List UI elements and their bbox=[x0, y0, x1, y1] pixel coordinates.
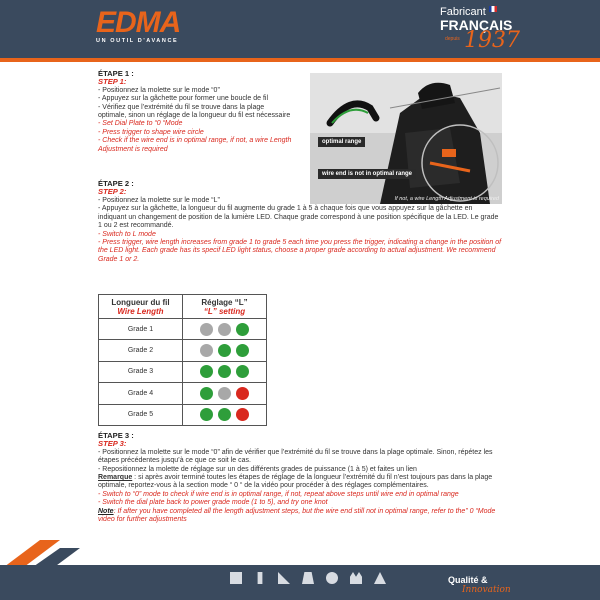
step-2-title: ÉTAPE 2 : bbox=[98, 179, 134, 189]
logo-tagline: UN OUTIL D'AVANCE bbox=[96, 38, 179, 44]
remarque-text: : si après avoir terminé toutes les étapes de réglage de la longueur l’extrémité du fil n’est toujours pas dans la plage optimale, reportez-vous à la section mode “ 0 “ de la vidéo pour procéder à des réglages complémentaires. bbox=[98, 474, 493, 490]
grade-table bbox=[98, 294, 267, 426]
instructions-content bbox=[98, 70, 502, 264]
building-icon bbox=[350, 572, 362, 584]
page-header bbox=[0, 0, 600, 62]
led-grey-icon bbox=[218, 387, 231, 400]
tool-box-icon bbox=[230, 572, 242, 584]
led-grey-icon bbox=[200, 323, 213, 336]
led-green-icon bbox=[236, 365, 249, 378]
led-status bbox=[183, 383, 267, 404]
step-3-en-2: - Switch the dial plate back to power grade mode (1 to 5), and try one knot bbox=[98, 499, 328, 507]
step-1-en-1: - Set Dial Plate to “0 “Mode bbox=[98, 120, 183, 128]
table-header-wire-length bbox=[99, 295, 183, 319]
step-2-en-2: - Press trigger, wire length increases from grade 1 to grade 5 each time you press the trigger, indicating a change in the position of the LED light. Each grade has its specif LED light status, choose a proper grade according to actual adjustment. We recommend Grade 1 or 2. bbox=[98, 238, 502, 263]
grade-label: Grade 4 bbox=[99, 383, 183, 404]
footer-icon-4 bbox=[298, 572, 318, 592]
step-3-remarque bbox=[98, 474, 502, 491]
step-1-title: ÉTAPE 1 : bbox=[98, 69, 134, 78]
footer-icon-6 bbox=[346, 572, 366, 592]
step-2-section bbox=[98, 180, 502, 264]
step-2-fr-1: - Positionnez la molette sur le mode “L” bbox=[98, 196, 220, 204]
francais-label: FRANÇAIS bbox=[440, 17, 513, 33]
step-1-en-3: - Check if the wire end is in optimal range, if not, a wire Length Adjustment is required bbox=[98, 137, 292, 153]
step-1-fr-1: - Positionnez la molette sur le mode “0” bbox=[98, 86, 220, 94]
led-status bbox=[183, 319, 267, 340]
wire-length-en: Wire Length bbox=[117, 306, 164, 316]
step-3-section bbox=[98, 432, 502, 524]
grade-label: Grade 1 bbox=[99, 319, 183, 340]
step-1-fr-2: - Appuyez sur la gâchette pour former une boucle de fil bbox=[98, 95, 269, 103]
step-1-en-2: - Press trigger to shape wire circle bbox=[98, 128, 204, 136]
logo-wordmark: EDMA bbox=[96, 6, 181, 39]
step-1-section bbox=[98, 70, 294, 154]
step-1-subtitle: STEP 1: bbox=[98, 77, 127, 87]
grade-label: Grade 3 bbox=[99, 361, 183, 382]
french-flag-icon bbox=[489, 6, 497, 12]
led-green-icon bbox=[218, 365, 231, 378]
optimal-range-tag: optimal range bbox=[318, 137, 365, 147]
step-3-note bbox=[98, 508, 502, 525]
led-status bbox=[183, 404, 267, 425]
led-status bbox=[183, 361, 267, 382]
led-red-icon bbox=[236, 387, 249, 400]
led-green-icon bbox=[200, 408, 213, 421]
table-row bbox=[99, 383, 267, 404]
remarque-label: Remarque bbox=[98, 474, 133, 482]
pliers-icon bbox=[254, 572, 266, 584]
grade-label: Grade 5 bbox=[99, 404, 183, 425]
footer-icon-7 bbox=[370, 572, 390, 592]
step-2-en-1: - Switch to L mode bbox=[98, 230, 156, 238]
table-row bbox=[99, 361, 267, 382]
step-3-subtitle: STEP 3: bbox=[98, 439, 127, 449]
step-3-fr-2: - Repositionnez la molette de réglage sur un des différents grades de puissance (1 à 5) et faites un lien bbox=[98, 465, 417, 473]
not-optimal-tag: wire end is not in optimal range bbox=[318, 169, 416, 179]
step-1-fr-3: - Vérifiez que l’extrémité du fil se trouve dans la plage optimale, sinon un réglage de la longueur du fil est nécessaire bbox=[98, 103, 291, 120]
depuis-label: depuis bbox=[445, 36, 460, 42]
innovation-label: Innovation bbox=[462, 585, 511, 595]
table-row bbox=[99, 404, 267, 425]
step-3-en-1: - Switch to “0” mode to check if wire end is in optimal range, if not, repeat above steps until wire end in optimal range bbox=[98, 490, 459, 498]
step-2-fr-2: - Appuyez sur la gâchette, la longueur du fil augmente du grade 1 à 5 à chaque fois que vous appuyez sur la gâchette en indiquant un changement de position de la lumière LED. Chaque grade correspond à une position spécifique de la LED. Le grade 1 ou 2 est recommandé. bbox=[98, 205, 499, 230]
footer-icon-2 bbox=[250, 572, 270, 592]
footer-tool-icons bbox=[226, 572, 390, 592]
l-setting-en: “L” setting bbox=[203, 306, 246, 316]
step-2-subtitle: STEP 2: bbox=[98, 187, 127, 197]
led-green-icon bbox=[218, 344, 231, 357]
photo-caption: If not, a wire Length Adjustment is required bbox=[394, 196, 499, 202]
wire-length-fr: Longueur du fil bbox=[111, 297, 170, 307]
led-green-icon bbox=[200, 387, 213, 400]
led-grey-icon bbox=[200, 344, 213, 357]
grade-label: Grade 2 bbox=[99, 340, 183, 361]
header-stripe bbox=[0, 58, 600, 62]
led-status bbox=[183, 340, 267, 361]
cutter-icon bbox=[302, 572, 314, 584]
footer-icon-1 bbox=[226, 572, 246, 592]
trowel-icon bbox=[374, 572, 386, 584]
led-green-icon bbox=[218, 408, 231, 421]
led-green-icon bbox=[236, 323, 249, 336]
quality-label: Qualité & bbox=[448, 575, 488, 585]
step-3-title: ÉTAPE 3 : bbox=[98, 431, 134, 440]
note-label: Note bbox=[98, 507, 114, 515]
fabricant-francais-badge bbox=[440, 6, 520, 53]
led-green-icon bbox=[200, 365, 213, 378]
footer-icon-3 bbox=[274, 572, 294, 592]
note-text: : If after you have completed all the length adjustment steps, but the wire end still not in optimal range, refer to the” 0 “Mode video for further adjustments bbox=[98, 507, 496, 524]
edma-logo bbox=[96, 6, 180, 44]
table-row bbox=[99, 319, 267, 340]
founding-year: 1937 bbox=[464, 28, 520, 53]
table-header-l-setting bbox=[183, 295, 267, 319]
step-3-fr-1: - Positionnez la molette sur le mode “0” afin de vérifier que l’extrémité du fil se trouve dans la plage optimale. Sinon, répétez les étapes précédentes jusqu’à ce que ce soit le cas. bbox=[98, 448, 493, 465]
level-icon bbox=[326, 572, 338, 584]
led-grey-icon bbox=[218, 323, 231, 336]
led-red-icon bbox=[236, 408, 249, 421]
footer-icon-5 bbox=[322, 572, 342, 592]
l-setting-fr: Réglage “L” bbox=[201, 297, 248, 307]
square-ruler-icon bbox=[278, 572, 290, 584]
led-green-icon bbox=[236, 344, 249, 357]
fabricant-label: Fabricant bbox=[440, 6, 486, 18]
table-row bbox=[99, 340, 267, 361]
